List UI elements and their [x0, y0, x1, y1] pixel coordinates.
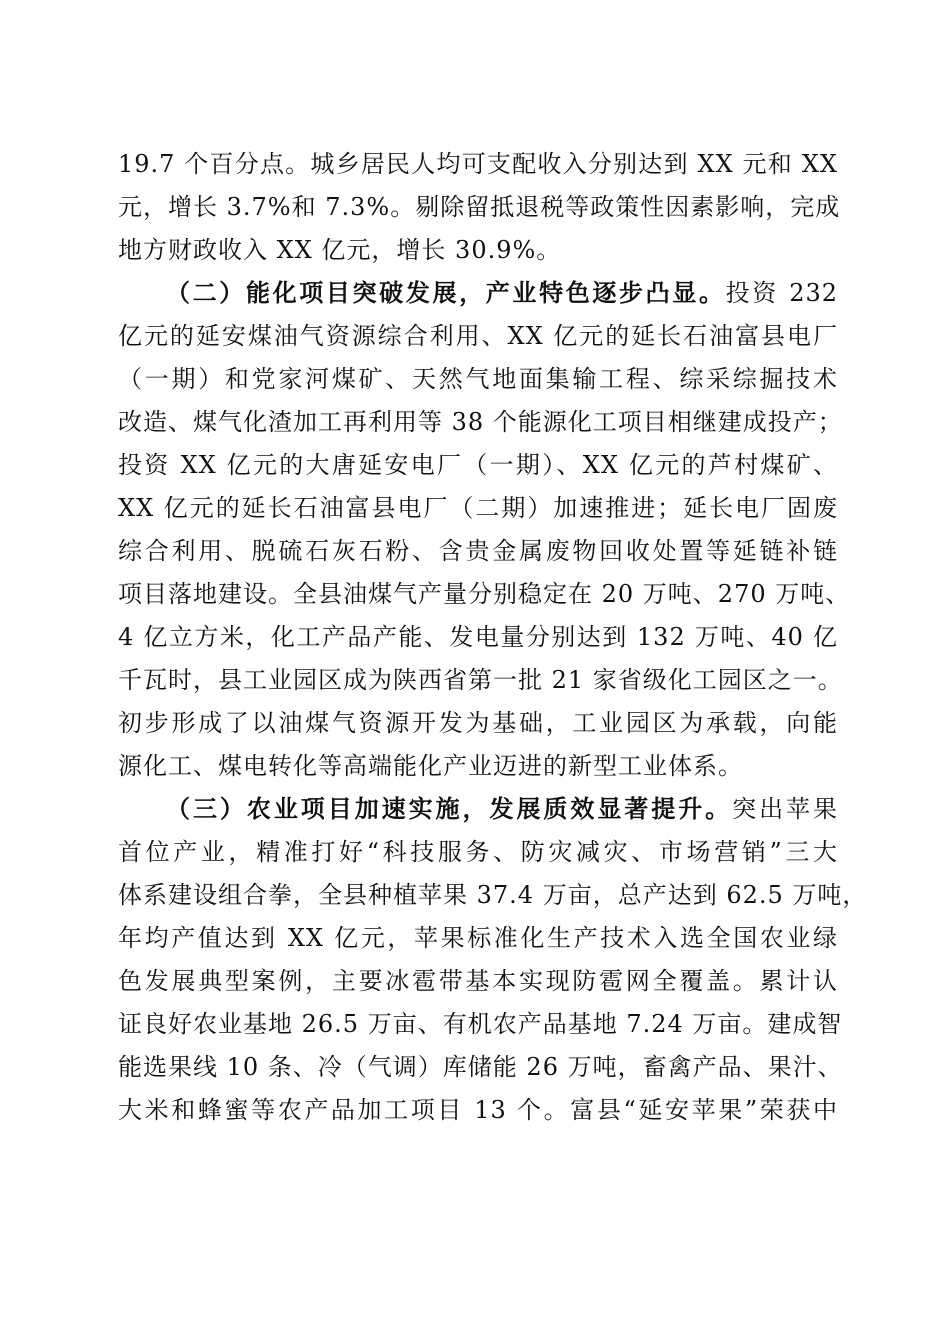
- paragraph-line: 4 亿立方米，化工产品产能、发电量分别达到 132 万吨、40 亿: [118, 623, 838, 651]
- paragraph-line: 色发展典型案例，主要冰雹带基本实现防雹网全覆盖。累计认: [118, 967, 838, 995]
- paragraph-line: 首位产业，精准打好“科技服务、防灾减灾、市场营销”三大: [118, 838, 838, 866]
- paragraph-line: 19.7 个百分点。城乡居民人均可支配收入分别达到 XX 元和 XX: [118, 150, 838, 178]
- paragraph-line: 项目落地建设。全县油煤气产量分别稳定在 20 万吨、270 万吨、: [118, 580, 851, 608]
- paragraph-line: 大米和蜂蜜等农产品加工项目 13 个。富县“延安苹果”荣获中: [118, 1096, 838, 1124]
- paragraph-line: 投资 XX 亿元的大唐延安电厂（一期）、XX 亿元的芦村煤矿、: [118, 451, 838, 479]
- paragraph-line: 千瓦时，县工业园区成为陕西省第一批 21 家省级化工园区之一。: [118, 666, 843, 694]
- paragraph-first-line: [166, 787, 838, 831]
- paragraph-line: 源化工、煤电转化等高端能化产业迈进的新型工业体系。: [118, 752, 743, 780]
- paragraph-line: （一期）和党家河煤矿、天然气地面集输工程、综采综掘技术: [118, 365, 838, 393]
- paragraph-line: 地方财政收入 XX 亿元，增长 30.9%。: [118, 236, 562, 264]
- section-heading: （二）能化项目突破发展，产业特色逐步凸显。: [166, 278, 726, 307]
- paragraph-line: 能选果线 10 条、冷（气调）库储能 26 万吨，畜禽产品、果汁、: [118, 1053, 843, 1081]
- paragraph-line: 综合利用、脱硫石灰石粉、含贵金属废物回收处置等延链补链: [118, 537, 838, 565]
- paragraph-line: 体系建设组合拳，全县种植苹果 37.4 万亩，总产达到 62.5 万吨，: [118, 881, 868, 909]
- paragraph-line: XX 亿元的延长石油富县电厂（二期）加速推进；延长电厂固废: [118, 494, 838, 522]
- paragraph-text: 突出苹果: [732, 795, 838, 823]
- paragraph-line: 改造、煤气化渣加工再利用等 38 个能源化工项目相继建成投产；: [118, 408, 843, 436]
- paragraph-text: 投资 232: [725, 279, 839, 307]
- paragraph-line: 亿元的延安煤油气资源综合利用、XX 亿元的延长石油富县电厂: [118, 322, 838, 350]
- paragraph-line: 元，增长 3.7%和 7.3%。剔除留抵退税等政策性因素影响，完成: [118, 193, 841, 221]
- paragraph-line: 年均产值达到 XX 亿元，苹果标准化生产技术入选全国农业绿: [118, 924, 838, 952]
- paragraph-line: 初步形成了以油煤气资源开发为基础，工业园区为承载，向能: [118, 709, 838, 737]
- paragraph-first-line: [166, 271, 838, 315]
- section-heading: （三）农业项目加速实施，发展质效显著提升。: [166, 794, 733, 823]
- paragraph-line: 证良好农业基地 26.5 万亩、有机农产品基地 7.24 万亩。建成智: [118, 1010, 843, 1038]
